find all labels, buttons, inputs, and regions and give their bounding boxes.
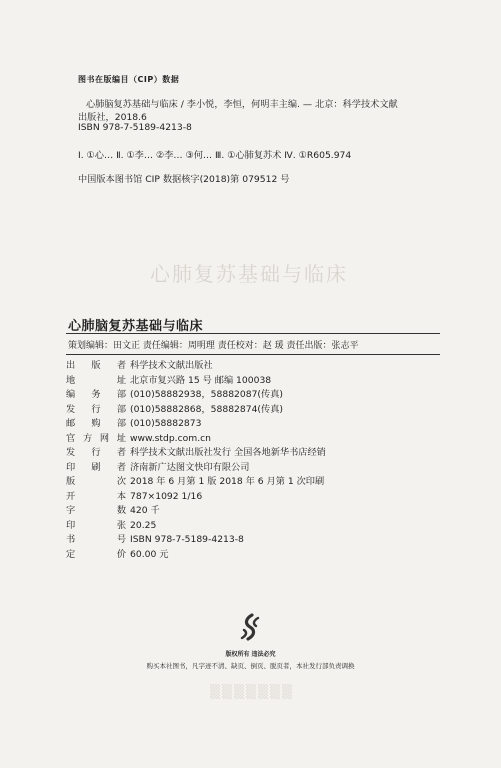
info-value: 2018 年 6 月第 1 版 2018 年 6 月第 1 次印刷 xyxy=(130,476,325,487)
info-row xyxy=(66,417,446,432)
cip-classification: Ⅰ. ①心… Ⅱ. ①李… ②李… ③何… Ⅲ. ①心肺复苏术 Ⅳ. ①R605.974 xyxy=(78,150,352,161)
publisher-logo-icon xyxy=(232,612,268,648)
info-row xyxy=(66,504,446,519)
info-label: 书 号 xyxy=(66,534,126,545)
info-label: 印 张 xyxy=(66,519,126,531)
rights-statement: 版权所有 违法必究 xyxy=(225,651,276,658)
info-label: 版 次 xyxy=(66,476,126,487)
info-label: 开 本 xyxy=(66,490,126,502)
exchange-notice: 购买本社图书，凡字迹不清、缺页、倒页、脱页者，本社发行部负责调换 xyxy=(146,662,355,670)
info-label: 印 刷 者 xyxy=(66,461,126,473)
info-value: 787×1092 1/16 xyxy=(130,490,203,502)
info-value: ISBN 978-7-5189-4213-8 xyxy=(130,534,244,545)
info-row xyxy=(66,374,446,389)
info-row xyxy=(66,519,446,534)
info-row xyxy=(66,548,446,563)
info-label: 发 行 部 xyxy=(66,403,126,415)
show-through-text: 心肺复苏基础与临床 xyxy=(150,262,348,286)
info-value: www.stdp.com.cn xyxy=(130,432,212,444)
info-value: 420 千 xyxy=(130,505,160,516)
top-divider xyxy=(66,333,440,334)
info-value: 科学技术文献出版社发行 全国各地新华书店经销 xyxy=(130,447,326,458)
info-row xyxy=(66,432,446,447)
info-value: 科学技术文献出版社 xyxy=(130,360,213,371)
info-label: 出 版 者 xyxy=(66,360,126,371)
info-value: 北京市复兴路 15 号 邮编 100038 xyxy=(130,374,272,386)
cip-heading: 图书在版编目（CIP）数据 xyxy=(78,75,180,84)
info-value: 20.25 xyxy=(130,519,157,531)
info-value: (010)58882868，58882874(传真) xyxy=(130,403,283,415)
info-row xyxy=(66,490,446,505)
info-row xyxy=(66,403,446,418)
editors-line: 策划编辑：田文正 责任编辑：周明理 责任校对：赵 瑗 责任出版：张志平 xyxy=(68,341,359,351)
info-row xyxy=(66,475,446,490)
publication-info-list xyxy=(66,359,446,562)
show-through-text-bottom: ▒▒▒▒▒▒▒ xyxy=(210,685,294,700)
cip-record-number: 中国版本图书馆 CIP 数据核字(2018)第 079512 号 xyxy=(78,174,290,185)
info-label: 邮 购 部 xyxy=(66,418,126,429)
cip-citation-line-1: 心肺脑复苏基础与临床 / 李小悦，李恒，何明丰主编. — 北京：科学技术文献 xyxy=(86,99,398,110)
cip-citation-line-2: 出版社，2018.6 xyxy=(78,112,147,123)
info-row xyxy=(66,446,446,461)
info-value: 济南新广达图文快印有限公司 xyxy=(130,461,250,473)
bottom-divider xyxy=(66,354,440,355)
info-label: 发 行 者 xyxy=(66,447,126,458)
cip-isbn: ISBN 978-7-5189-4213-8 xyxy=(78,122,192,133)
info-row xyxy=(66,388,446,403)
info-label: 官 方 网 址 xyxy=(66,432,126,444)
info-row xyxy=(66,461,446,476)
info-value: 60.00 元 xyxy=(130,548,169,560)
info-label: 编 务 部 xyxy=(66,389,126,400)
info-value: (010)58882938，58882087(传真) xyxy=(130,389,283,400)
book-title: 心肺脑复苏基础与临床 xyxy=(68,319,204,334)
info-row xyxy=(66,533,446,548)
info-label: 地 址 xyxy=(66,374,126,386)
info-label: 字 数 xyxy=(66,505,126,516)
info-label: 定 价 xyxy=(66,548,126,560)
info-row xyxy=(66,359,446,374)
info-value: (010)58882873 xyxy=(130,418,202,429)
